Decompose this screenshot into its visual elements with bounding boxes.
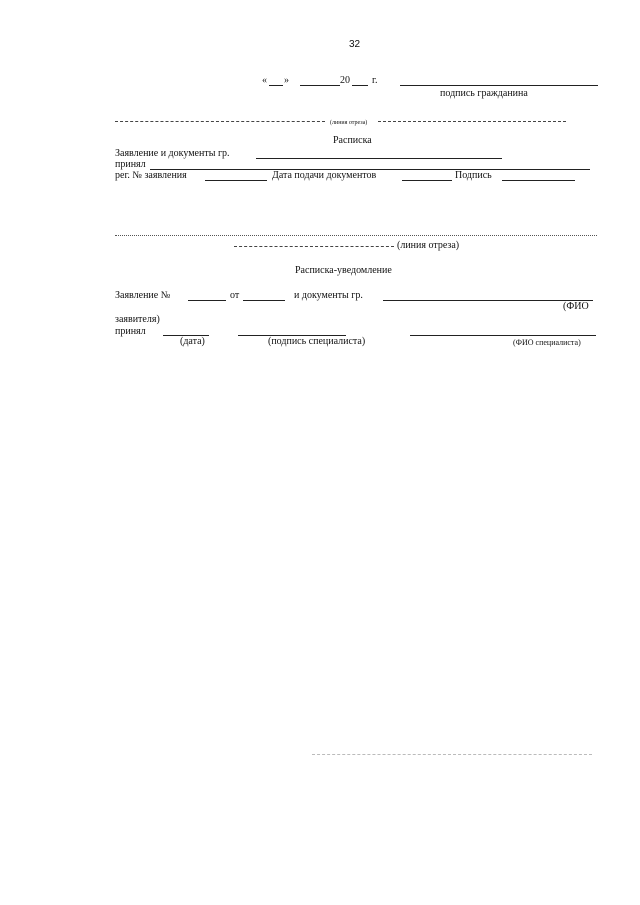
citizen-signature-line (400, 85, 598, 86)
cut-line-right (378, 121, 566, 122)
notice-date-blank (243, 300, 285, 301)
notice-title: Расписка-уведомление (295, 265, 392, 276)
notice-spec-fio-blank (410, 335, 596, 336)
receipt-date-blank (402, 180, 452, 181)
month-blank (300, 85, 340, 86)
receipt-title: Расписка (333, 135, 372, 146)
notice-from-label: от (230, 290, 240, 301)
receipt-sign-blank (502, 180, 575, 181)
receipt-date-label: Дата подачи документов (272, 170, 377, 181)
notice-application-label: Заявление № (115, 290, 171, 301)
year-suffix: г. (372, 75, 378, 86)
cut-line-2-label: (линия отреза) (397, 240, 460, 251)
notice-accepted-label: принял (115, 326, 146, 337)
quote-close: » (284, 75, 289, 86)
receipt-sign-label: Подпись (455, 170, 492, 181)
cut-line-left (115, 121, 325, 122)
citizen-signature-caption: подпись гражданина (440, 88, 528, 99)
notice-citizen-blank (383, 300, 593, 301)
notice-number-blank (188, 300, 226, 301)
receipt-reg-label: рег. № заявления (115, 170, 187, 181)
receipt-reg-blank (205, 180, 267, 181)
receipt-docs-label: Заявление и документы гр. (115, 148, 230, 159)
notice-applicant-label: заявителя) (115, 314, 160, 325)
cut-line-label: (линия отреза) (330, 120, 368, 126)
receipt-citizen-blank (256, 158, 502, 159)
notice-fio-label: (ФИО (563, 301, 589, 312)
day-blank (269, 85, 283, 86)
year-blank (352, 85, 368, 86)
scan-artifact-line (312, 754, 592, 755)
cut-line-2-dashes (234, 246, 394, 247)
quote-open: « (262, 75, 267, 86)
notice-docs-label: и документы гр. (294, 290, 363, 301)
year-prefix: 20 (340, 75, 350, 86)
receipt-accepted-label: принял (115, 159, 146, 170)
page-number: 32 (349, 39, 361, 50)
notice-spec-fio-caption: (ФИО специалиста) (513, 338, 581, 347)
cut-line-2-top (115, 235, 597, 236)
notice-spec-sign-caption: (подпись специалиста) (268, 336, 366, 347)
notice-date-caption: (дата) (180, 336, 205, 347)
